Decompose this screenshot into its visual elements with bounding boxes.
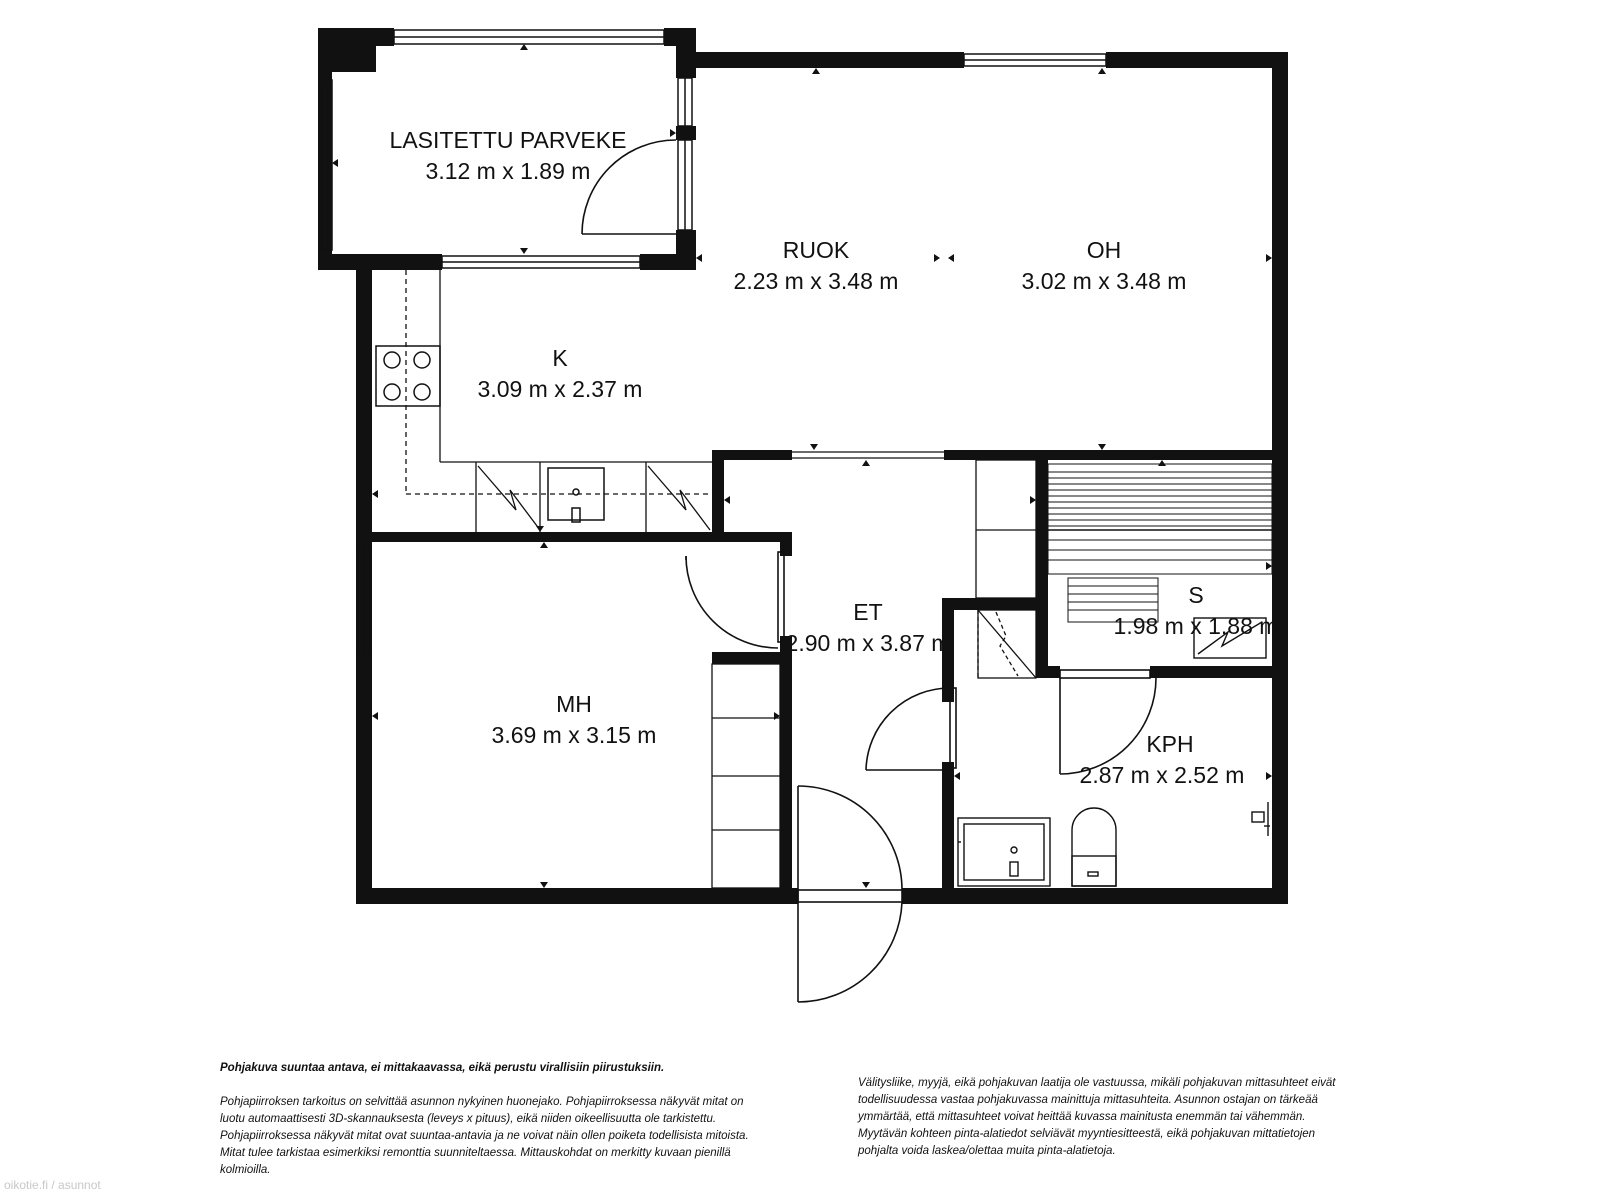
stove-icon [376,346,440,406]
room-dim-kitchen: 3.09 m x 2.37 m [477,376,643,402]
hall-opening [792,452,944,458]
sauna-benches [1048,464,1272,622]
bathroom-cabinet [978,610,1036,678]
room-dim-hall: 2.90 m x 3.87 m [785,630,951,656]
room-name-balcony: LASITETTU PARVEKE [389,127,627,153]
room-dim-balcony: 3.12 m x 1.89 m [425,158,591,184]
bathroom-sink-icon [958,818,1050,886]
room-name-hall: ET [853,599,883,625]
room-dim-sauna: 1.98 m x 1.88 m [1113,613,1279,639]
room-name-sauna: S [1188,582,1204,608]
living-window [964,54,1106,66]
interior-walls [356,450,1288,902]
disclaimer-left [220,1060,760,1179]
room-name-bathroom: KPH [1146,731,1194,757]
room-dim-bedroom: 3.69 m x 3.15 m [491,722,657,748]
room-dim-dining: 2.23 m x 3.48 m [733,268,899,294]
toilet-icon [1072,808,1116,886]
bedroom-wardrobe [712,664,780,888]
balcony-door [582,140,676,234]
entrance-door [798,786,902,1002]
room-dim-living: 3.02 m x 3.48 m [1021,268,1187,294]
disclaimer-heading: Pohjakuva suuntaa antava, ei mittakaavassa, eikä perustu virallisiin piirustuksiin. [220,1062,665,1074]
room-dim-bathroom: 2.87 m x 2.52 m [1079,762,1245,788]
shower-icon [1252,802,1270,836]
disclaimer-right [858,1075,1348,1160]
disclaimer-right-body: Välitysliike, myyjä, eikä pohjakuvan laatija ole vastuussa, mikäli pohjakuvan mittasuhteet eivät todellisuudessa vastaa pohjakuvassa mainittuja mittasuhteita. Asunnon ostajan on tärkeää ymmärtää, että mittasuhteet voivat heittää kuvassa mainitusta enemmän tai vähemmän. Myytävän kohteen pinta-alatiedot selviävät myyntiesitteestä, eikä pohjakuvan mittatietojen pohjalta voida laskea/olettaa muita pinta-alatietoja. [858,1077,1336,1157]
kph-door [1060,670,1156,774]
room-name-bedroom: MH [556,691,592,717]
kitchen-sink-icon [548,468,604,522]
bedroom-door [686,552,784,648]
watermark: oikotie.fi / asunnot [4,1178,101,1192]
room-name-dining: RUOK [782,237,850,263]
room-name-living: OH [1086,237,1122,263]
hall-closet [976,460,1036,598]
room-name-kitchen: K [552,345,568,371]
disclaimer-left-body: Pohjapiirroksen tarkoitus on selvittää asunnon nykyinen huonejako. Pohjapiirroksessa näkyvät mitat on luotu automaattisesti 3D-skannauksesta (leveys x pituus), eikä niiden oikeellisuutta ole tarkistettu. Pohjapiirroksessa näkyvät mitat ovat suuntaa-antavia ja ne voivat näin ollen poiketa todellisista mitoista. Mitat tulee tarkistaa esimerkiksi remonttia suunniteltaessa. Mittauskohdat on merkitty kuvaan pienillä kolmioilla. [220,1096,749,1176]
